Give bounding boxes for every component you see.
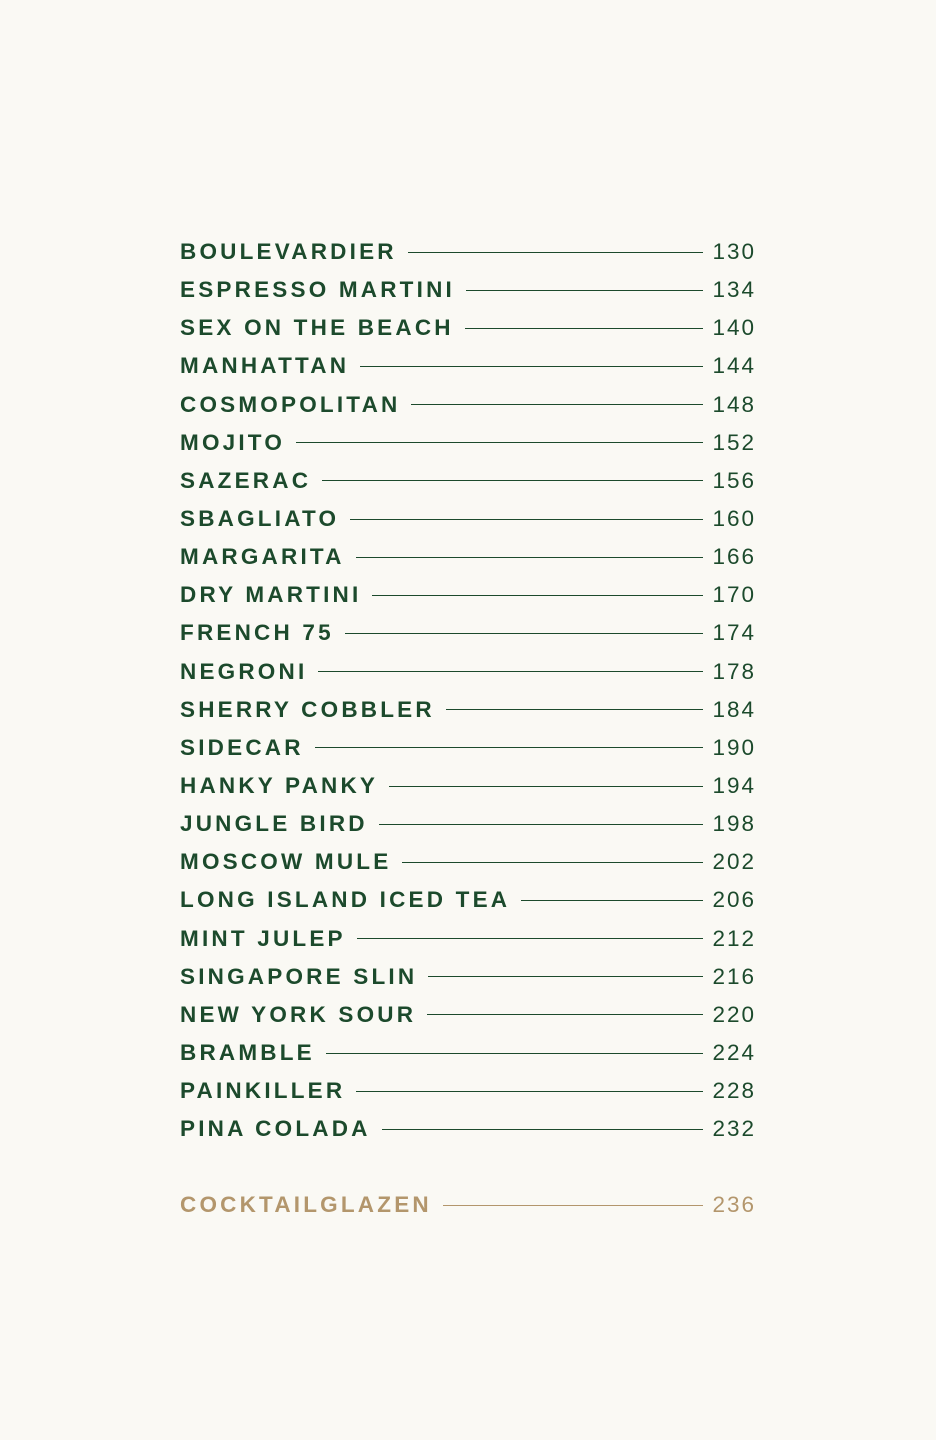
toc-entry-title: MARGARITA: [180, 544, 345, 570]
leader-line: [360, 366, 703, 367]
toc-entry-sazerac[interactable]: [180, 462, 756, 500]
toc-entry-sbagliato[interactable]: [180, 500, 756, 538]
toc-entry-page: 130: [712, 239, 756, 265]
toc-entry-title: SBAGLIATO: [180, 506, 340, 532]
toc-entry-page: 216: [712, 963, 756, 989]
leader-line: [345, 633, 704, 634]
toc-entry-hanky-panky[interactable]: [180, 767, 756, 805]
toc-entry-title: MANHATTAN: [180, 353, 350, 379]
leader-line: [521, 900, 703, 901]
toc-entry-cosmopolitan[interactable]: [180, 386, 756, 424]
toc-entry-title: JUNGLE BIRD: [180, 811, 368, 837]
toc-entry-title: COCKTAILGLAZEN: [180, 1192, 432, 1218]
toc-entry-page: 156: [712, 467, 756, 493]
toc-entry-jungle-bird[interactable]: [180, 805, 756, 843]
table-of-contents: [180, 233, 756, 1225]
toc-entry-title: MOJITO: [180, 429, 286, 455]
leader-line: [350, 519, 703, 520]
toc-entry-page: 184: [712, 696, 756, 722]
leader-line: [428, 976, 703, 977]
toc-entry-manhattan[interactable]: [180, 347, 756, 385]
toc-entry-page: 202: [712, 849, 756, 875]
toc-entry-page: 170: [712, 582, 756, 608]
toc-entry-dry-martini[interactable]: [180, 576, 756, 614]
leader-line: [465, 328, 704, 329]
leader-line: [427, 1014, 703, 1015]
toc-entry-title: MOSCOW MULE: [180, 849, 392, 875]
toc-entry-page: 144: [712, 353, 756, 379]
toc-entry-sex-on-the-beach[interactable]: [180, 309, 756, 347]
toc-entry-title: SHERRY COBBLER: [180, 696, 435, 722]
toc-entry-bramble[interactable]: [180, 1034, 756, 1072]
toc-entry-painkiller[interactable]: [180, 1072, 756, 1110]
toc-entry-page: 140: [712, 315, 756, 341]
toc-entry-margarita[interactable]: [180, 538, 756, 576]
toc-entry-page: 134: [712, 277, 756, 303]
toc-entry-page: 220: [712, 1001, 756, 1027]
leader-line: [372, 595, 703, 596]
leader-line: [382, 1129, 704, 1130]
leader-line: [389, 786, 703, 787]
leader-line: [402, 862, 703, 863]
toc-entry-page: 206: [712, 887, 756, 913]
toc-entry-title: SINGAPORE SLIN: [180, 963, 418, 989]
leader-line: [443, 1205, 704, 1206]
toc-entry-singapore-slin[interactable]: [180, 958, 756, 996]
toc-entry-negroni[interactable]: [180, 653, 756, 691]
toc-entry-page: 174: [712, 620, 756, 646]
toc-entry-title: BOULEVARDIER: [180, 239, 397, 265]
toc-entry-title: SEX ON THE BEACH: [180, 315, 454, 341]
toc-entry-page: 232: [712, 1116, 756, 1142]
leader-line: [357, 938, 704, 939]
toc-entry-title: COSMOPOLITAN: [180, 391, 401, 417]
toc-entry-boulevardier[interactable]: [180, 233, 756, 271]
toc-entry-title: PINA COLADA: [180, 1116, 371, 1142]
leader-line: [446, 709, 704, 710]
leader-line: [411, 404, 703, 405]
toc-entry-title: ESPRESSO MARTINI: [180, 277, 455, 303]
toc-entry-moscow-mule[interactable]: [180, 843, 756, 881]
toc-entry-title: SIDECAR: [180, 734, 304, 760]
toc-entry-page: 236: [712, 1192, 756, 1218]
toc-entry-title: MINT JULEP: [180, 925, 346, 951]
leader-line: [315, 747, 704, 748]
toc-entry-new-york-sour[interactable]: [180, 996, 756, 1034]
toc-entry-mint-julep[interactable]: [180, 920, 756, 958]
toc-entry-page: 198: [712, 811, 756, 837]
toc-entry-page: 224: [712, 1040, 756, 1066]
leader-line: [318, 671, 703, 672]
leader-line: [322, 480, 703, 481]
toc-entry-page: 160: [712, 506, 756, 532]
toc-entry-sidecar[interactable]: [180, 729, 756, 767]
toc-entry-page: 190: [712, 734, 756, 760]
toc-entry-title: LONG ISLAND ICED TEA: [180, 887, 511, 913]
toc-entry-title: BRAMBLE: [180, 1040, 315, 1066]
toc-entry-title: FRENCH 75: [180, 620, 334, 646]
toc-entry-page: 228: [712, 1078, 756, 1104]
toc-entry-title: DRY MARTINI: [180, 582, 362, 608]
toc-entry-cocktailglazen[interactable]: [180, 1186, 756, 1224]
toc-entry-page: 178: [712, 658, 756, 684]
toc-entry-french-75[interactable]: [180, 614, 756, 652]
toc-entry-page: 212: [712, 925, 756, 951]
leader-line: [408, 252, 704, 253]
toc-entry-title: SAZERAC: [180, 467, 312, 493]
leader-line: [379, 824, 704, 825]
leader-line: [356, 1091, 703, 1092]
toc-entry-page: 194: [712, 773, 756, 799]
toc-entry-long-island-iced-tea[interactable]: [180, 881, 756, 919]
toc-entry-page: 148: [712, 391, 756, 417]
toc-entry-pina-colada[interactable]: [180, 1110, 756, 1148]
toc-entry-title: HANKY PANKY: [180, 773, 379, 799]
leader-line: [356, 557, 704, 558]
toc-entry-espresso-martini[interactable]: [180, 271, 756, 309]
leader-line: [296, 442, 703, 443]
toc-entry-page: 166: [712, 544, 756, 570]
toc-entry-mojito[interactable]: [180, 424, 756, 462]
leader-line: [326, 1053, 704, 1054]
leader-line: [466, 290, 703, 291]
toc-entry-title: NEGRONI: [180, 658, 308, 684]
toc-entry-sherry-cobbler[interactable]: [180, 691, 756, 729]
toc-entry-title: NEW YORK SOUR: [180, 1001, 417, 1027]
toc-entry-title: PAINKILLER: [180, 1078, 346, 1104]
toc-entry-page: 152: [712, 429, 756, 455]
